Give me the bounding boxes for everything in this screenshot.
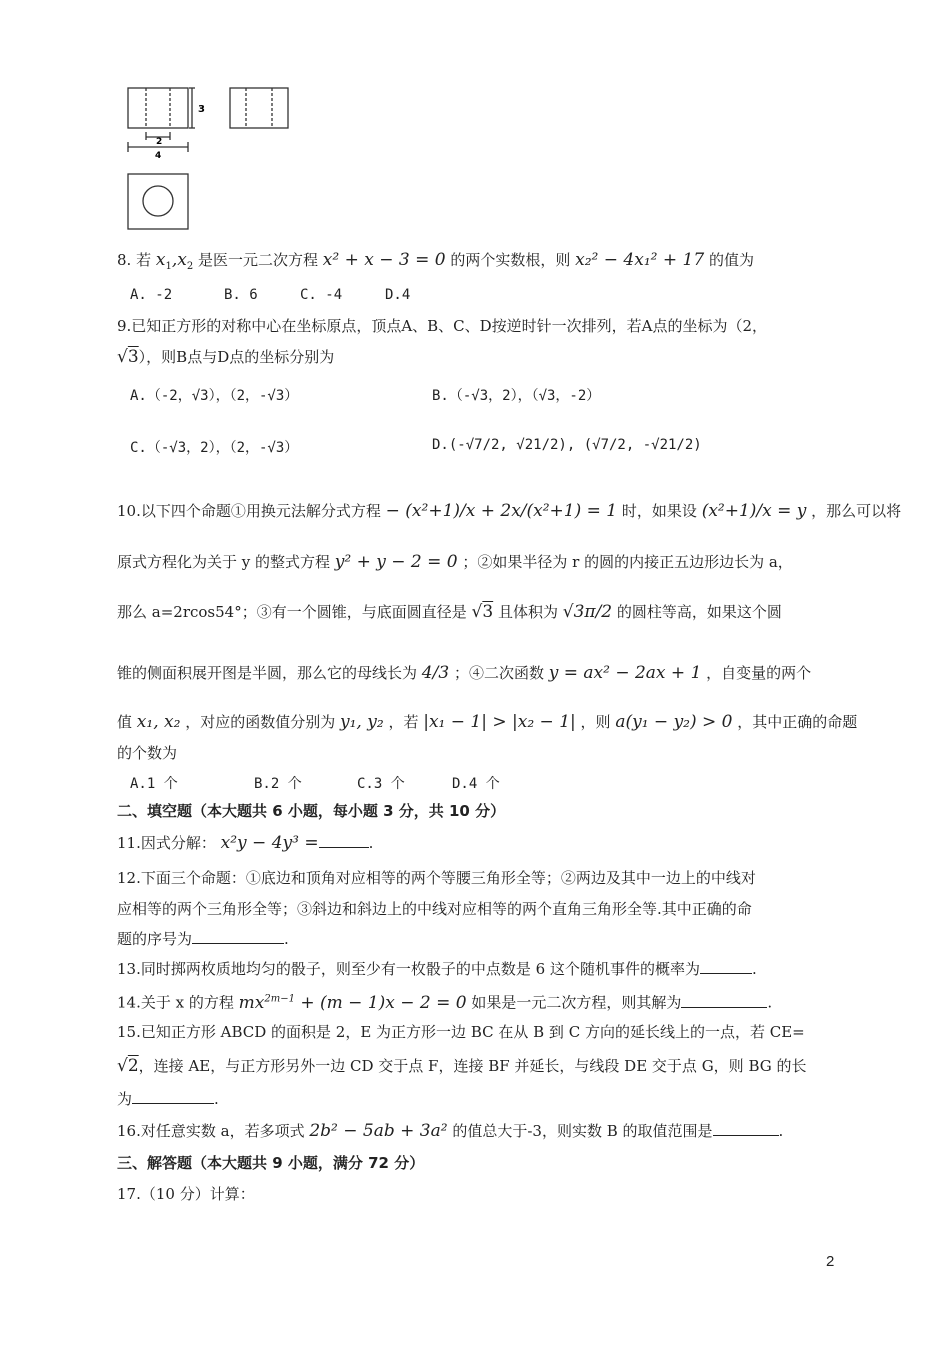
q9-line2: √3），则B点与D点的坐标分别为 (117, 347, 335, 367)
q15-line1: 15.已知正方形 ABCD 的面积是 2，E 为正方形一边 BC 在从 B 到 C 方向的延长线上的一点，若 CE= (117, 1023, 805, 1041)
q9-option-b: B.（-√3，2），（√3，-2） (432, 388, 601, 404)
q8-option-c: C. -4 (300, 287, 343, 303)
q14: 14.关于 x 的方程 $mx^{2m-1} + (m - 1)x - 2 = 0$ 如果是一元二次方程，则其解为 . (117, 992, 773, 1013)
top-view (128, 174, 188, 229)
front-view (128, 88, 188, 128)
q12-line2: 应相等的两个三角形全等；③斜边和斜边上的中线对应相等的两个直角三角形全等.其中正确的命 (117, 900, 752, 918)
q9-line1: 9.已知正方形的对称中心在坐标原点，顶点A、B、C、D按逆时针一次排列，若A点的坐标为（2， (117, 317, 768, 335)
q8-option-d: D.4 (385, 287, 411, 303)
q16: 16.对任意实数 a，若多项式 2b² − 5ab + 3a² 的值总大于-3，则实数 B 的取值范围是 . (117, 1121, 784, 1141)
dim-label-3: 3 (198, 104, 205, 115)
q13: 13.同时掷两枚质地均匀的骰子，则至少有一枚骰子的中点数是 6 这个随机事件的概率为 . (117, 960, 757, 978)
q8-option-a: A. -2 (130, 287, 173, 303)
q10-line6: 的个数为 (117, 744, 178, 762)
q10-line5: 值 x₁, x₂ ，对应的函数值分别为 y₁, y₂ ，若 |x₁ − 1| > |x₂ − 1| ，则 a(y₁ − y₂) > 0 ，其中正确的命题 (117, 712, 858, 732)
side-view (230, 88, 288, 128)
q15-line2: √2，连接 AE，与正方形另外一边 CD 交于点 F，连接 BF 并延长，与线段 DE 交于点 G，则 BG 的长 (117, 1056, 807, 1076)
q10-line4: 锥的侧面积展开图是半圆，那么它的母线长为 4/3 ；④二次函数 y = ax² − 2ax + 1 ，自变量的两个 (117, 663, 812, 683)
q10-line1: 10.以下四个命题①用换元法解分式方程 − (x²+1)/x + 2x/(x²+1) = 1 时，如果设 (x²+1)/x = y ，那么可以将 (117, 501, 902, 521)
q17: 17.（10 分）计算： (117, 1185, 255, 1203)
top-view-circle (143, 186, 173, 216)
q10-option-b: B.2 个 (254, 776, 302, 792)
q9-option-d: D.(-√7/2, √21/2), (√7/2, -√21/2) (432, 437, 702, 453)
q10-line3: 那么 a=2rcos54°；③有一个圆锥，与底面圆直径是 √3 且体积为 √3π/2 的圆柱等高，如果这个圆 (117, 602, 782, 622)
section-solution-title: 三、解答题（本大题共 9 小题，满分 72 分） (117, 1154, 425, 1172)
q15-line3: 为 . (117, 1090, 219, 1108)
q9-option-c: C.（-√3，2），（2，-√3） (130, 440, 299, 456)
q8-stem: 8. 若 $x_1,x_2$ 是医一元二次方程 x² + x − 3 = 0 的两个实数根，则 x₂² − 4x₁² + 17 的值为 (117, 250, 754, 272)
q11: 11.因式分解： x²y − 4y³ = . (117, 833, 374, 853)
q9-option-a: A.（-2，√3），（2，-√3） (130, 388, 299, 404)
q12-line3: 题的序号为 . (117, 930, 289, 948)
section-fill-in-title: 二、填空题（本大题共 6 小题，每小题 3 分，共 10 分） (117, 802, 506, 820)
q10-option-a: A.1 个 (130, 776, 178, 792)
dim-label-4: 4 (155, 151, 162, 161)
q10-line2: 原式方程化为关于 y 的整式方程 y² + y − 2 = 0 ；②如果半径为 r 的圆的内接正五边形边长为 a， (117, 552, 793, 572)
q8-option-b: B. 6 (224, 287, 258, 303)
q10-option-d: D.4 个 (452, 776, 500, 792)
q12-line1: 12.下面三个命题：①底边和顶角对应相等的两个等腰三角形全等；②两边及其中一边上的中线对 (117, 869, 756, 887)
page-number: 2 (826, 1253, 835, 1270)
q10-option-c: C.3 个 (357, 776, 405, 792)
three-view-figure (118, 82, 308, 234)
dim-label-2: 2 (156, 137, 163, 147)
